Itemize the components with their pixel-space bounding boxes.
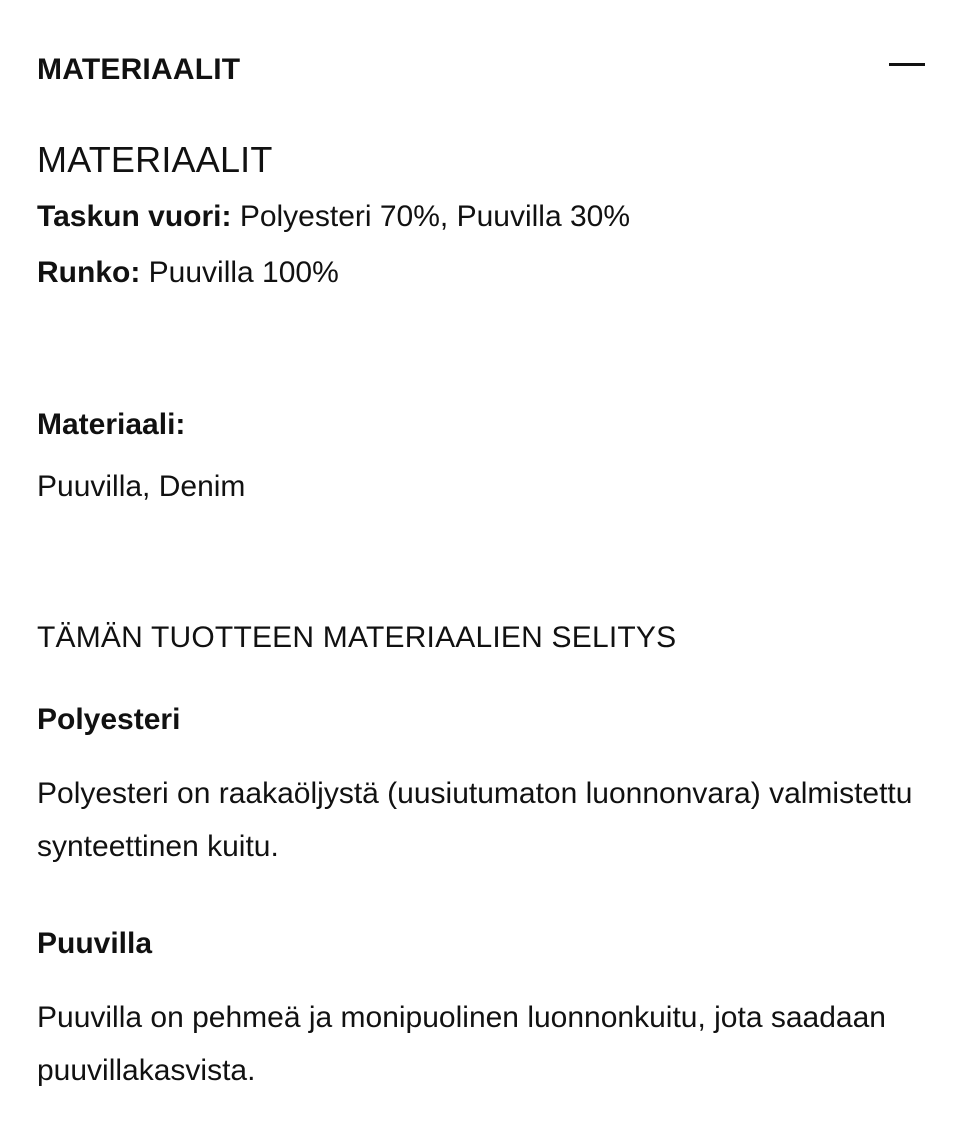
materials-explanation-heading: TÄMÄN TUOTTEEN MATERIAALIEN SELITYS bbox=[37, 621, 677, 654]
material-description-polyester: Polyesteri on raakaöljystä (uusiutumaton luonnonvara) valmistettu synteettinen kuitu. bbox=[37, 777, 913, 863]
material-value: Puuvilla, Denim bbox=[37, 470, 246, 503]
composition-line-body bbox=[37, 253, 339, 293]
material-name-cotton: Puuvilla bbox=[37, 927, 153, 960]
composition-label: Runko: bbox=[37, 256, 141, 289]
accordion-title: MATERIAALIT bbox=[37, 53, 241, 86]
composition-line-pocket-lining bbox=[37, 197, 630, 237]
composition-value: Puuvilla 100% bbox=[140, 256, 339, 289]
material-description-cotton: Puuvilla on pehmeä ja monipuolinen luonnonkuitu, jota saadaan puuvillakasvista. bbox=[37, 1001, 886, 1087]
minus-icon[interactable] bbox=[889, 48, 925, 84]
materials-heading: MATERIAALIT bbox=[37, 139, 273, 180]
material-name-polyester: Polyesteri bbox=[37, 703, 181, 736]
composition-label: Taskun vuori: bbox=[37, 200, 232, 233]
composition-value: Polyesteri 70%, Puuvilla 30% bbox=[231, 200, 631, 233]
materials-accordion-header[interactable] bbox=[37, 48, 923, 92]
material-label: Materiaali: bbox=[37, 408, 186, 441]
